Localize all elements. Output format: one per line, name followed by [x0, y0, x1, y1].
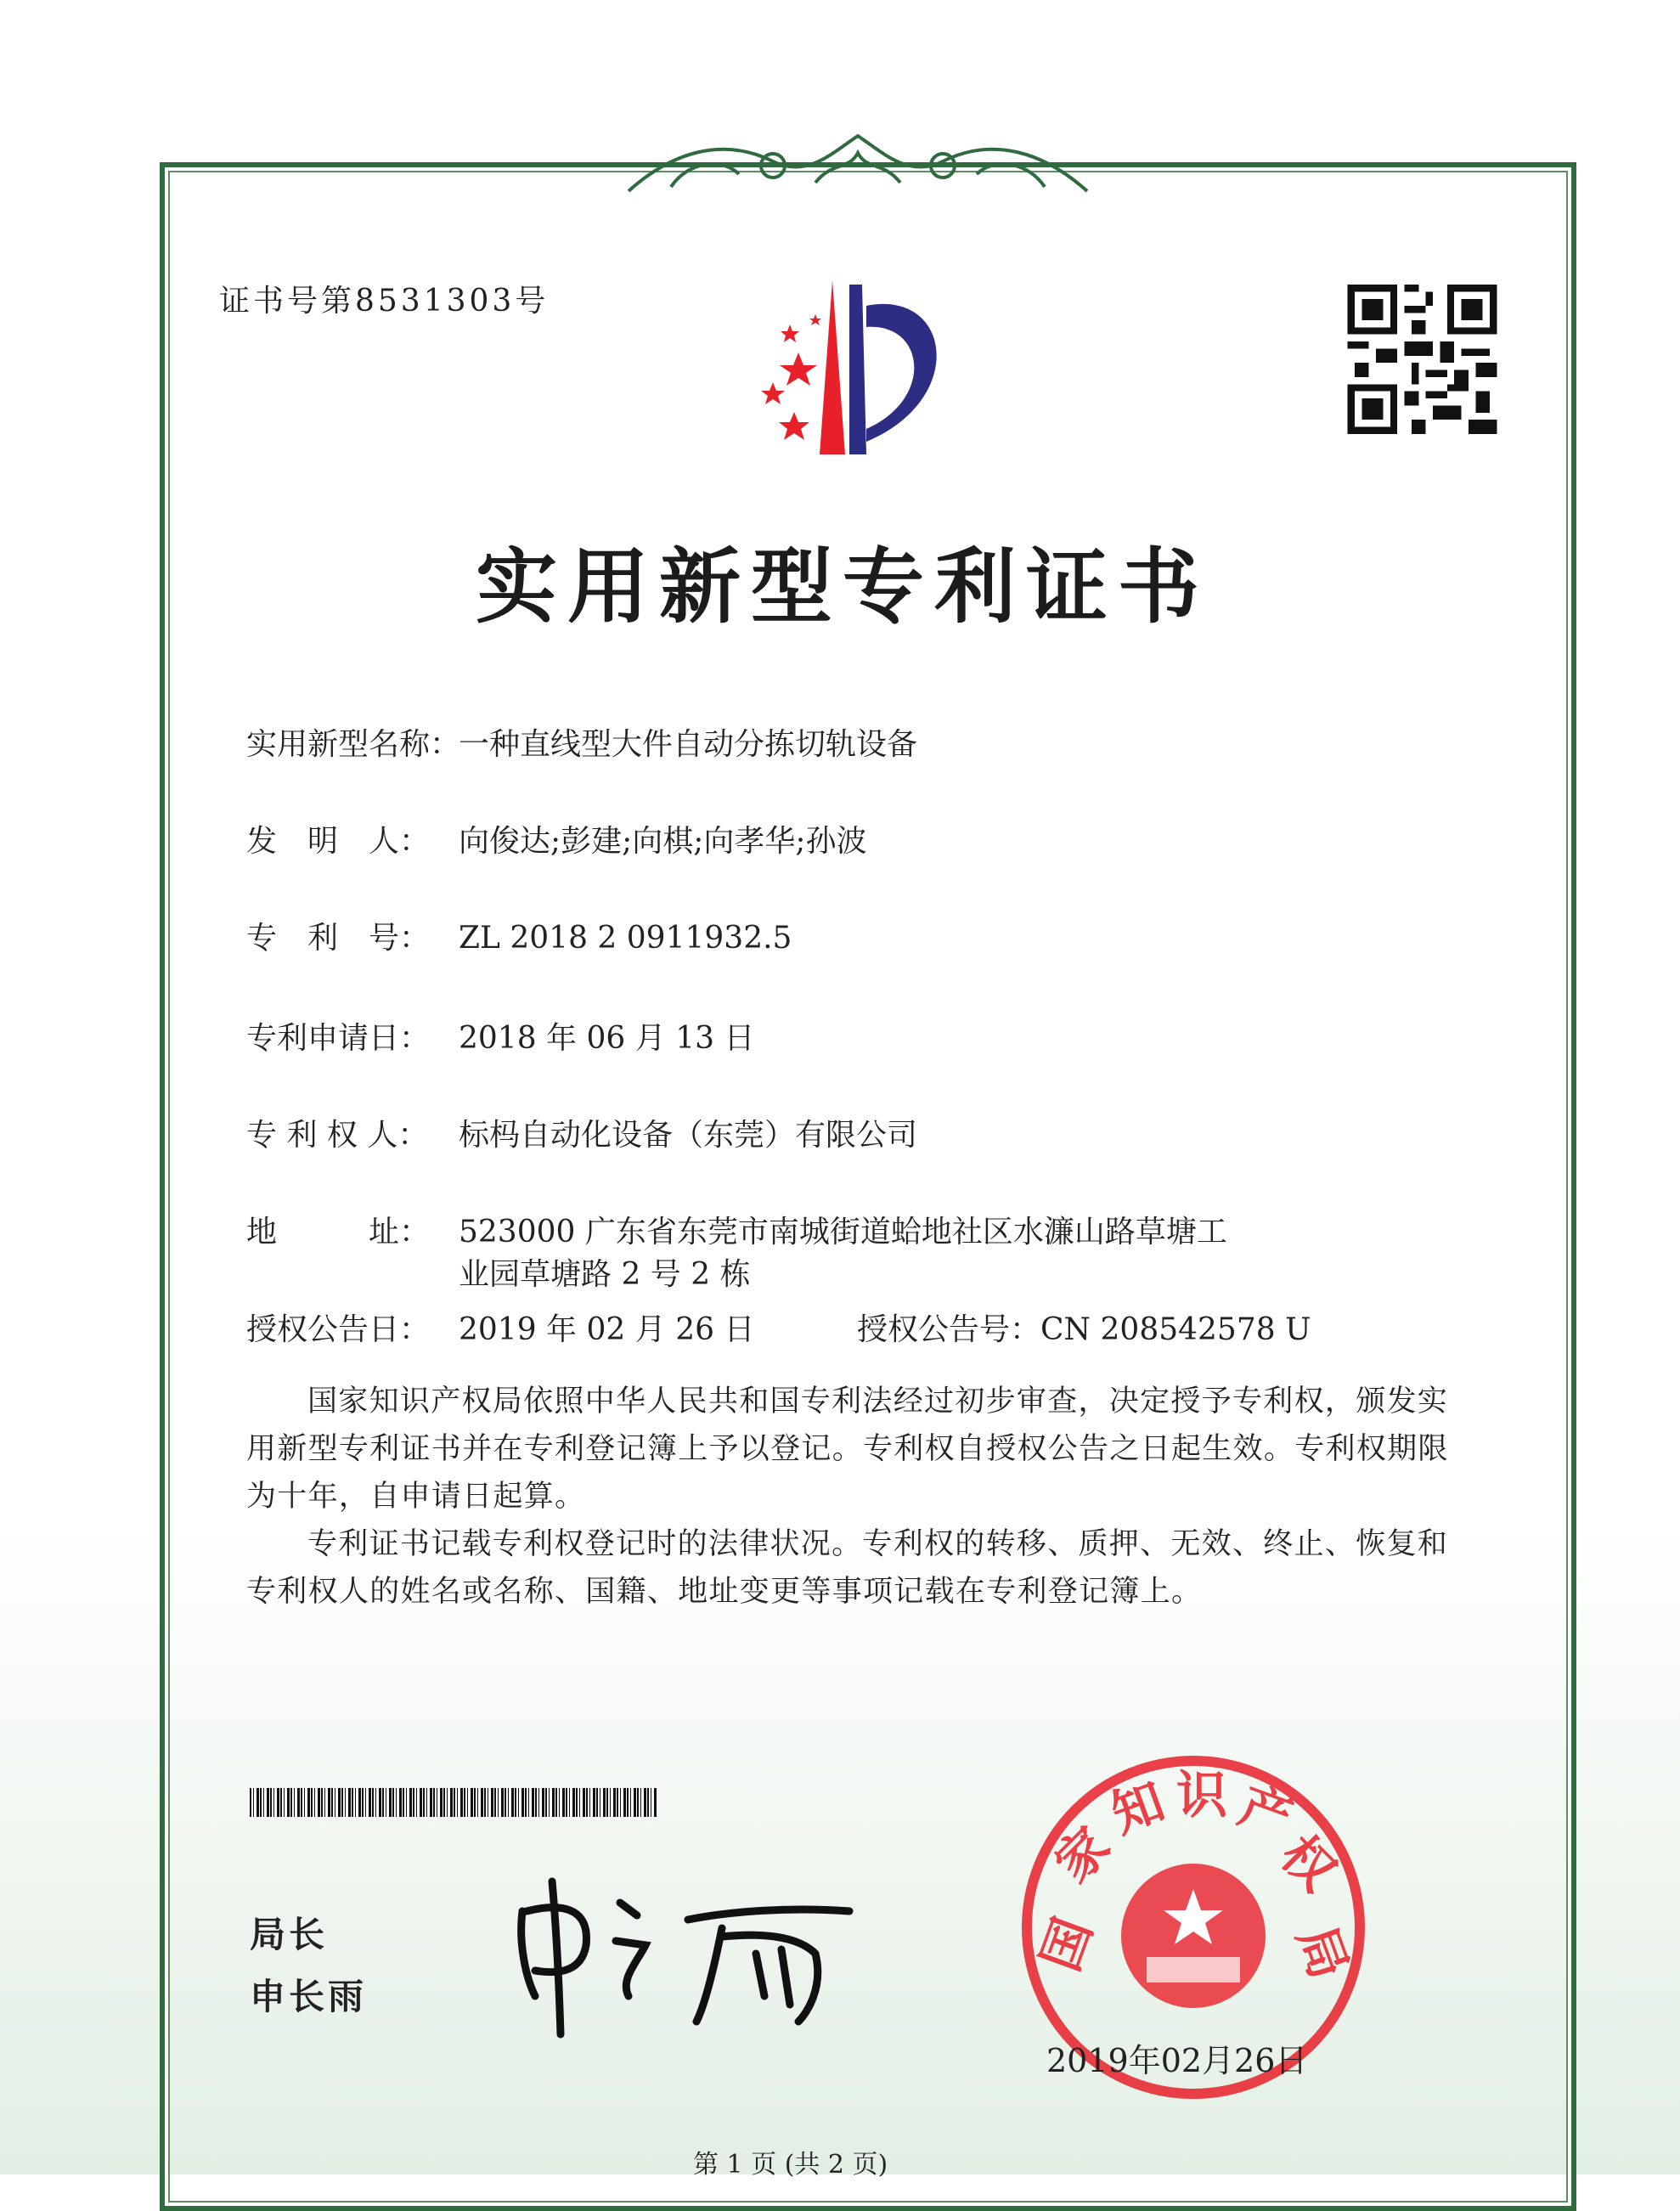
- field-utility-model-name: [246, 720, 917, 764]
- certificate-title: 实用新型专利证书: [476, 539, 1209, 635]
- field-label: 授权公告号：: [857, 1312, 1041, 1347]
- field-label: 专 利 号：: [246, 921, 431, 956]
- field-value: 2019 年 02 月 26 日: [459, 1312, 755, 1347]
- field-value: CN 208542578 U: [1040, 1312, 1311, 1347]
- ornament-icon: [620, 119, 1096, 204]
- svg-text:局: 局: [1285, 1918, 1359, 1987]
- svg-text:国: 国: [1030, 1910, 1104, 1979]
- svg-text:家: 家: [1044, 1816, 1122, 1894]
- certificate-number: 证书号第8531303号: [219, 284, 550, 319]
- svg-text:权: 权: [1269, 1825, 1347, 1903]
- statement-paragraph: 国家知识产权局依照中华人民共和国专利法经过初步审查，决定授予专利权，颁发实用新型专利证书并在专利登记簿上予以登记。专利权自授权公告之日起生效。专利权期限为十年，自申请日起算。: [246, 1385, 1449, 1514]
- signature-icon: [510, 1877, 866, 2039]
- field-label: 实用新型名称：: [246, 727, 461, 762]
- field-value: 2018 年 06 月 13 日: [459, 1021, 755, 1056]
- field-value: 向俊达;彭建;向棋;向孝华;孙波: [459, 824, 867, 859]
- statement-paragraph: 专利证书记载专利权登记时的法律状况。专利权的转移、质押、无效、终止、恢复和专利权人的姓名或名称、国籍、地址变更等事项记载在专利登记簿上。: [246, 1527, 1449, 1609]
- director-title: 局长: [250, 1914, 329, 1955]
- field-grant-date: [246, 1306, 754, 1349]
- director-name: 申长雨: [250, 1976, 368, 2017]
- field-value: ZL 2018 2 0911932.5: [459, 921, 792, 956]
- field-announcement-number: [857, 1306, 1311, 1349]
- field-address: [246, 1208, 1227, 1251]
- field-label: 地 址：: [246, 1215, 431, 1249]
- field-value: 523000 广东省东莞市南城街道蛤地社区水濂山路草塘工: [459, 1215, 1227, 1249]
- svg-text:知: 知: [1103, 1771, 1173, 1846]
- page-indicator: 第 1 页 (共 2 页): [693, 2150, 888, 2180]
- field-label: 授权公告日：: [246, 1312, 431, 1347]
- field-value: 一种直线型大件自动分拣切轨设备: [459, 727, 918, 762]
- patent-office-logo-icon: [739, 272, 994, 467]
- field-address-line2: 业园草塘路 2 号 2 栋: [459, 1257, 751, 1292]
- seal-date: 2019年02月26日: [1046, 2042, 1308, 2079]
- field-value: 标杩自动化设备（东莞）有限公司: [459, 1118, 918, 1153]
- field-label: 专 利 权 人：: [246, 1118, 429, 1153]
- field-patent-number: [246, 914, 792, 957]
- field-label: 专利申请日：: [246, 1021, 431, 1056]
- barcode-icon: [250, 1788, 657, 1817]
- field-label: 发 明 人：: [246, 824, 431, 859]
- svg-text:产: 产: [1231, 1775, 1300, 1850]
- field-application-date: [246, 1014, 754, 1058]
- certificate-statement: [246, 1378, 1469, 1616]
- svg-text:识: 识: [1176, 1766, 1227, 1825]
- qr-code-icon: [1345, 285, 1500, 434]
- field-inventors: [246, 817, 867, 860]
- field-patentee: [246, 1111, 917, 1154]
